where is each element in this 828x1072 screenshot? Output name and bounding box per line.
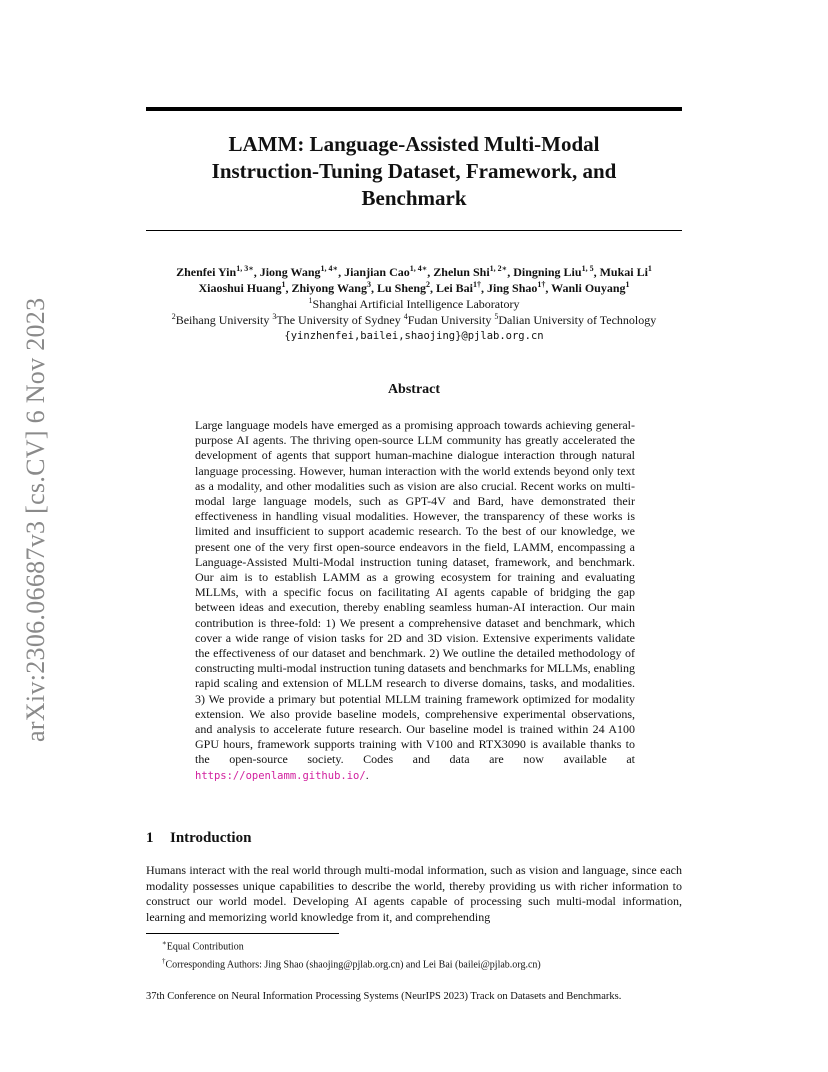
author-name: Jianjian Cao	[344, 265, 410, 279]
author-affil-sup: 1, 2	[489, 264, 502, 273]
affiliation-line-2: $^2$Beihang University $^3$The University of Sydney $^4$Fudan University $^5$Dalian University of Technology	[171, 312, 657, 327]
affiliation: Shanghai Artificial Intelligence Laboratory	[312, 297, 520, 311]
title-line: Instruction-Tuning Dataset, Framework, and	[211, 159, 617, 183]
author-name: Lu Sheng	[376, 281, 426, 295]
author-affil-sup: 1, 4	[320, 264, 333, 273]
paper-title	[146, 131, 682, 212]
author-name: Wanli Ouyang	[551, 281, 626, 295]
author-name: Mukai Li	[599, 265, 648, 279]
author-affil-sup: 1, 5	[581, 264, 594, 273]
affiliation: Dalian University of Technology	[498, 313, 657, 327]
author-affil-sup: 1	[647, 264, 652, 273]
title-line: Benchmark	[361, 186, 467, 210]
author-name: Zhenfei Yin	[176, 265, 237, 279]
title-bottom-rule	[146, 230, 682, 231]
author-affil-sup: 3	[366, 280, 371, 289]
author-affil-sup: 1, 3	[236, 264, 249, 273]
author-affil-sup: 1	[473, 280, 478, 289]
author-name: Jiong Wang	[259, 265, 321, 279]
author-name: Zhiyong Wang	[291, 281, 367, 295]
author-name: Dingning Liu	[513, 265, 582, 279]
title-top-rule	[146, 107, 682, 111]
affiliation: The University of Sydney	[276, 313, 401, 327]
author-affil-sup: 1	[537, 280, 542, 289]
author-name: Jing Shao	[487, 281, 538, 295]
arxiv-stamp: arXiv:2306.06687v3 [cs.CV] 6 Nov 2023	[21, 297, 50, 743]
author-name: Xiaoshui Huang	[198, 281, 282, 295]
abstract-body	[195, 418, 635, 784]
footnote-equal-contribution: ∗Equal Contribution	[162, 939, 244, 953]
author-affil-sup: 1, 4	[409, 264, 422, 273]
title-line: LAMM: Language-Assisted Multi-Modal	[228, 132, 600, 156]
introduction-text: Humans interact with the real world through multi-modal information, such as vision and language, since each modality possesses unique capabilities to describe the world, thereby providing us with richer information to construct our world model. Developing AI agents capable of processing such multi-modal information, learning and memorizing world knowledge from it, and comprehending	[146, 863, 682, 924]
author-affil-sup: 1	[281, 280, 286, 289]
section-number: 1	[146, 830, 154, 846]
section-heading	[146, 830, 251, 847]
author-affil-sup: 1	[625, 280, 630, 289]
project-link[interactable]: https://openlamm.github.io/	[195, 769, 366, 782]
affiliation: Beihang University	[175, 313, 270, 327]
contact-email: {yinzhenfei,bailei,shaojing}@pjlab.org.cn	[284, 330, 544, 342]
affiliation-line-1: $^1$Shanghai Artificial Intelligence Laboratory	[308, 296, 520, 311]
footnotes	[146, 936, 706, 973]
section-title: Introduction	[170, 830, 252, 846]
author-affil-sup: 2	[426, 280, 430, 289]
footnote-rule	[146, 933, 339, 934]
author-line-1: Zhenfei Yin$^{1, 3∗}$, Jiong Wang$^{1, 4∗}$, Jianjian Cao$^{1, 4∗}$, Zhelun Shi$^{1, 2∗}$, Dingning Liu$^{1, 5}$, Mukai Li$^1$	[176, 264, 652, 279]
abstract-heading: Abstract	[387, 382, 441, 397]
venue-note: 37th Conference on Neural Information Processing Systems (NeurIPS 2023) Track on Datasets and Benchmarks.	[146, 991, 622, 1002]
author-line-2: Xiaoshui Huang$^1$, Zhiyong Wang$^3$, Lu Sheng$^2$, Lei Bai$^{1\dagger}$, Jing Shao$^{1\dagger}$, Wanli Ouyang$^1$	[198, 280, 630, 295]
footnote-corresponding-authors: †Corresponding Authors: Jing Shao (shaojing@pjlab.org.cn) and Lei Bai (bailei@pjlab.org.cn)	[162, 957, 541, 971]
author-name: Zhelun Shi	[433, 265, 490, 279]
abstract-end-period: .	[365, 767, 369, 782]
author-block	[146, 264, 682, 344]
author-name: Lei Bai	[436, 281, 474, 295]
affiliation: Fudan University	[407, 313, 492, 327]
abstract-text: Large language models have emerged as a promising approach towards achieving general-purpose AI agents. The thriving open-source LLM community has greatly accelerated the development of agents that support human-machine dialogue interaction through natural language processing. However, human interaction with the world extends beyond only text as a modality, and other modalities such as vision are also crucial. Recent works on multi-modal large language models, such as GPT-4V and Bard, have demonstrated their effectiveness in handling visual modalities. However, the transparency of these works is limited and insufficient to support academic research. To the best of our knowledge, we present one of the very first open-source endeavors in the field, LAMM, encompassing a Language-Assisted Multi-Modal instruction tuning dataset, framework, and benchmark. Our aim is to establish LAMM as a growing ecosystem for training and evaluating MLLMs, with a specific focus on facilitating AI agents capable of bridging the gap between ideas and execution, thereby enabling seamless human-AI interaction. Our main contribution is three-fold: 1) We present a comprehensive dataset and benchmark, which cover a wide range of vision tasks for 2D and 3D vision. Extensive experiments validate the effectiveness of our dataset and benchmark. 2) We outline the detailed methodology of constructing multi-modal instruction tuning datasets and benchmarks for MLLMs, enabling rapid scaling and extension of MLLM research to diverse domains, tasks, and modalities. 3) We provide a primary but potential MLLM training framework optimized for modality extension. We also provide baseline models, comprehensive experimental observations, and analysis to accelerate future research. Our baseline model is trained within 24 A100 GPU hours, framework supports training with V100 and RTX3090 is available thanks to the open-source society. Codes and data are now available at	[195, 418, 635, 767]
